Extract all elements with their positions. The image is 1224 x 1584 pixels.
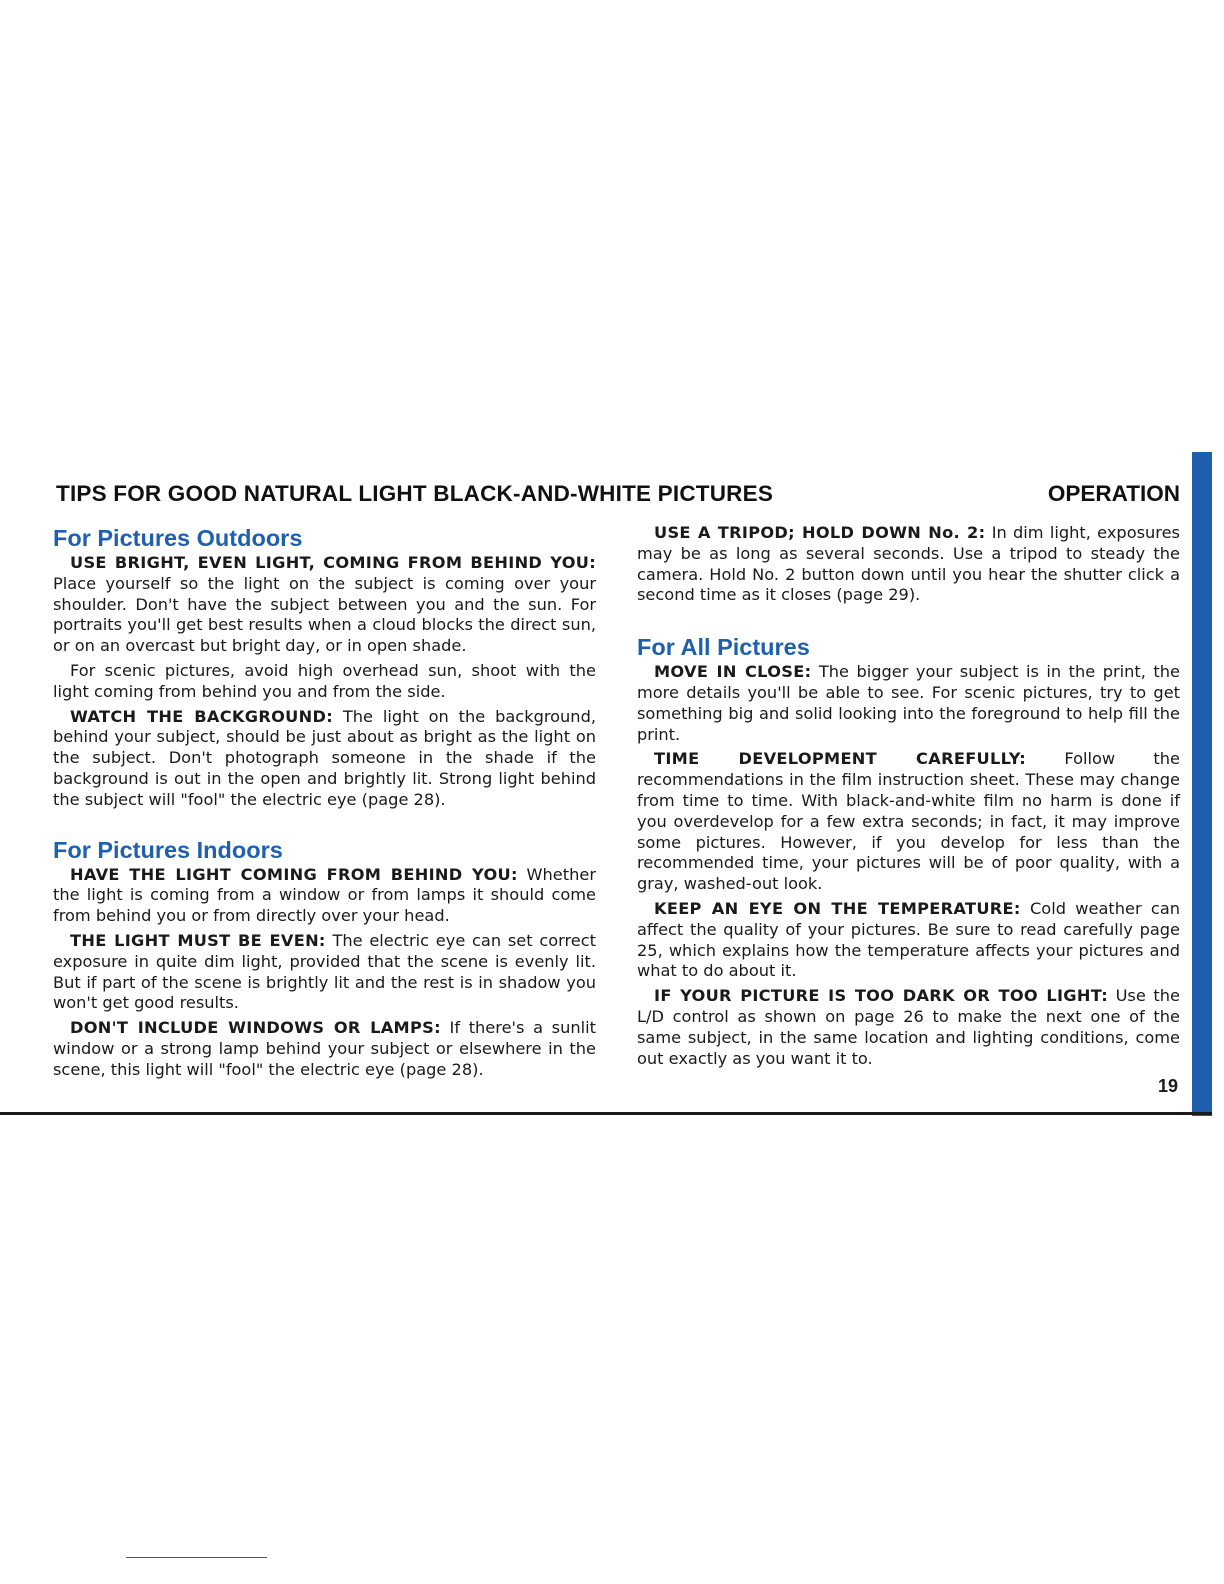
paragraph-move-in-close <box>637 662 1180 745</box>
section-label: OPERATION <box>1047 481 1180 506</box>
text-too-dark-light: Use the L/D control as shown on page 26 to make the next one of the same subject, in the same location and lighting conditions, come out exactly as you want it to. <box>637 986 1180 1068</box>
bottom-rule <box>0 1112 1212 1115</box>
spacer <box>637 610 1180 632</box>
text-bright-even-light: Place yourself so the light on the subject is coming over your shoulder. Don't have the subject between you and the sun. For portraits you'll get best results when a cloud blocks the direct sun, or on an overcast but bright day, or in open shade. <box>53 573 596 656</box>
scan-mark-line <box>126 1557 267 1558</box>
lead-bright-even-light: USE BRIGHT, EVEN LIGHT, COMING FROM BEHIND YOU: <box>70 553 596 572</box>
lead-move-in-close: MOVE IN CLOSE: <box>654 662 812 682</box>
lead-light-behind: HAVE THE LIGHT COMING FROM BEHIND YOU: <box>70 864 518 884</box>
text-temperature: Cold weather can affect the quality of your pictures. Be sure to read carefully page 25, which explains how the temperature affects your pictures and what to do about it. <box>637 898 1180 981</box>
paragraph-temperature <box>637 899 1180 982</box>
text-tripod: In dim light, exposures may be as long as several seconds. Use a tripod to steady the camera. Hold No. 2 button down until you hear the shutter click a second time as it closes (page 29). <box>637 523 1180 605</box>
text-light-behind: Whether the light is coming from a window or from lamps it should come from behind you or from directly over your head. <box>53 864 596 926</box>
paragraph-too-dark-light <box>637 986 1180 1069</box>
section-tab-marker <box>1192 452 1212 1116</box>
text-scenic: For scenic pictures, avoid high overhead sun, shoot with the light coming from behind you and from the side. <box>53 660 596 701</box>
paragraph-watch-background <box>53 707 596 811</box>
lead-light-even: THE LIGHT MUST BE EVEN: <box>70 930 326 950</box>
lead-watch-background: WATCH THE BACKGROUND: <box>70 706 333 726</box>
page-title: TIPS FOR GOOD NATURAL LIGHT BLACK-AND-WHITE PICTURES <box>56 481 774 506</box>
heading-pictures-outdoors: For Pictures Outdoors <box>53 525 303 551</box>
text-light-even: The electric eye can set correct exposure in quite dim light, provided that the scene is evenly lit. But if part of the scene is brightly lit and the rest is in shadow you won't get good results. <box>53 930 596 1013</box>
lead-tripod: USE A TRIPOD; HOLD DOWN No. 2: <box>654 523 986 542</box>
spacer <box>53 815 596 835</box>
paragraph-tripod <box>637 523 1180 606</box>
right-column <box>637 523 1180 1073</box>
text-windows-lamps: If there's a sunlit window or a strong lamp behind your subject or elsewhere in the scene, this light will "fool" the electric eye (page 28). <box>53 1018 596 1079</box>
paragraph-light-even <box>53 931 596 1014</box>
text-move-in-close: The bigger your subject is in the print, the more details you'll be able to see. For scenic pictures, try to get something big and solid looking into the foreground to help fill the print. <box>637 662 1180 744</box>
text-time-development: Follow the recommendations in the film instruction sheet. These may change from time to time. With black-and-white film no harm is done if you overdevelop for a few extra seconds; in fact, it may improve some pictures. However, if you develop for less than the recommended time, your pictures will be of poor quality, with a gray, washed-out look. <box>637 749 1180 894</box>
heading-all-pictures: For All Pictures <box>637 634 810 661</box>
lead-temperature: KEEP AN EYE ON THE TEMPERATURE: <box>654 898 1021 918</box>
lead-too-dark-light: IF YOUR PICTURE IS TOO DARK OR TOO LIGHT: <box>654 986 1108 1006</box>
paragraph-scenic <box>53 661 596 703</box>
heading-pictures-indoors: For Pictures Indoors <box>53 836 283 863</box>
lead-windows-lamps: DON'T INCLUDE WINDOWS OR LAMPS: <box>70 1018 441 1038</box>
paragraph-light-behind <box>53 865 596 927</box>
lead-time-development: TIME DEVELOPMENT CAREFULLY: <box>654 749 1027 769</box>
paragraph-bright-even-light <box>53 553 596 657</box>
paragraph-windows-lamps <box>53 1018 596 1080</box>
left-column <box>53 523 596 1085</box>
page-number: 19 <box>1157 1076 1178 1096</box>
paragraph-time-development <box>637 749 1180 895</box>
text-watch-background: The light on the background, behind your subject, should be just about as bright as the light on the subject. Don't photograph someone in the shade if the background is out in the open and brightly lit. Strong light behind the subject will "fool" the electric eye (page 28). <box>53 706 596 809</box>
